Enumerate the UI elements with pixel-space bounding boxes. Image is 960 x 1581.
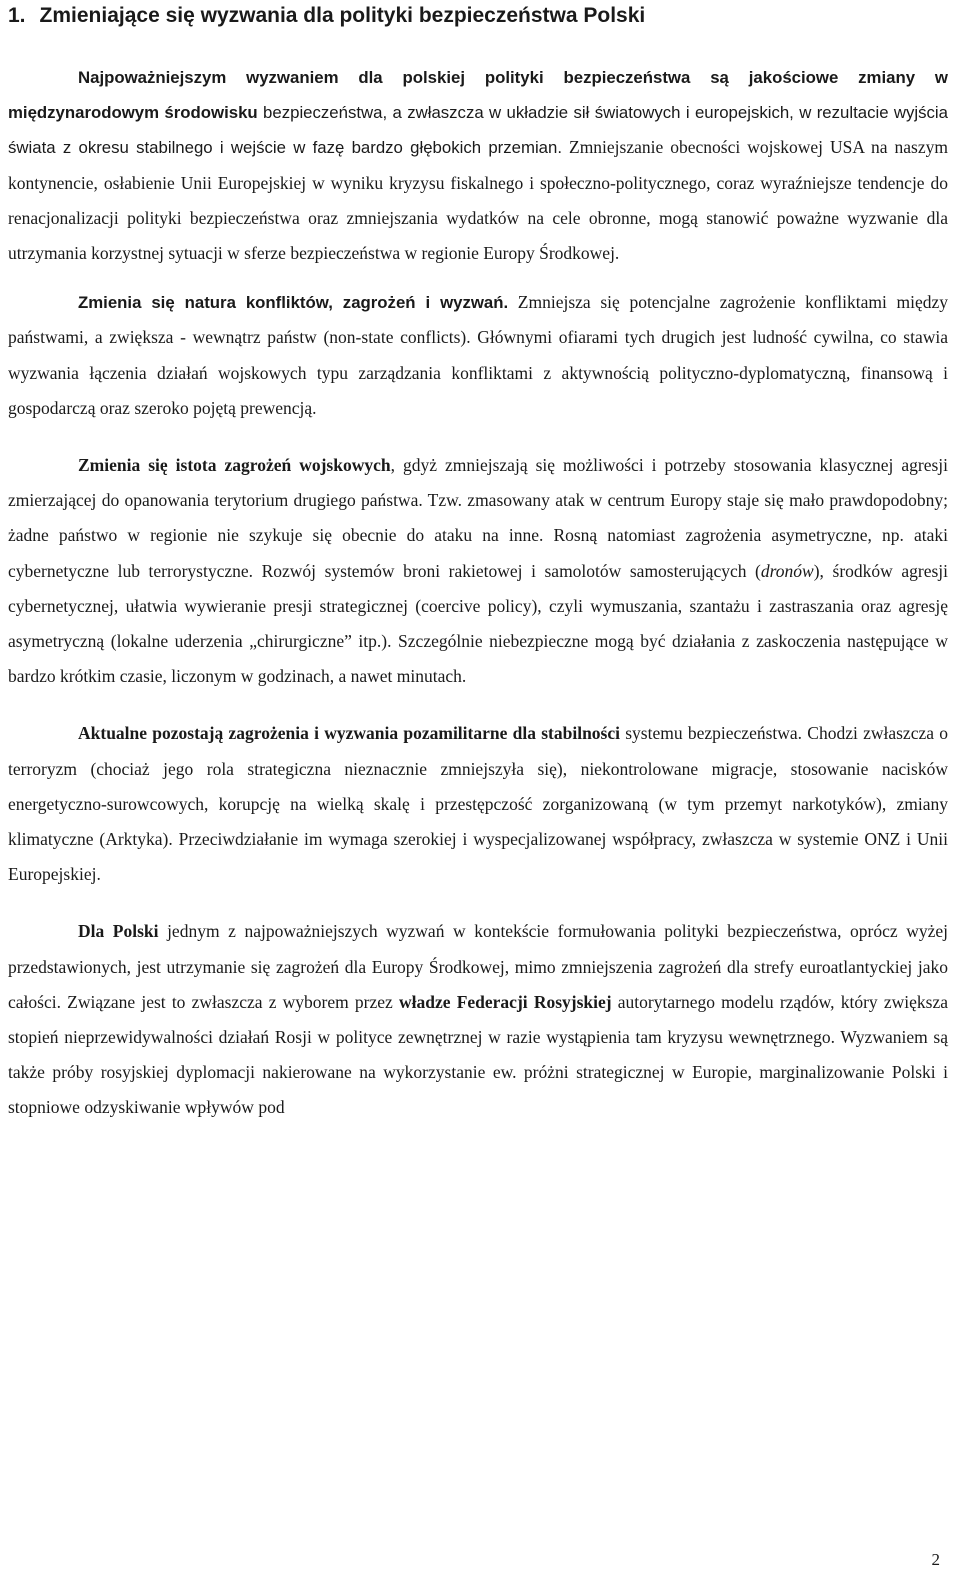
section-number: 1.: [8, 4, 26, 27]
paragraph-4: [8, 716, 948, 892]
paragraph-4-text: systemu bezpieczeństwa. Chodzi zwłaszcza o terroryzm (chociaż jego rola strategiczna nieznacznie zmniejszyła się), niekontrolowane migracje, stosowanie nacisków energetyczno-surowcowych, korupcję na wielką skalę i przestępczość zorganizowaną (w tym przemyt narkotyków), zmiany klimatyczne (Arktyka). Przeciwdziałanie im wymaga szerokiej i wyspecjalizowanej współpracy, zwłaszcza w systemie ONZ i Unii Europejskiej.: [8, 723, 949, 885]
paragraph-3-italic: dronów: [760, 560, 814, 581]
page-number: 2: [931, 1550, 940, 1569]
paragraph-5-bold: władze Federacji Rosyjskiej: [399, 991, 612, 1012]
paragraph-1-text: Zmniejszanie obecności wojskowej USA na naszym kontynencie, osłabienie Unii Europejskiej w wyniku kryzysu fiskalnego i społeczno-politycznego, coraz wyraźniejsze tendencje do renacjonalizacji polityki bezpieczeństwa oraz zmniejszania wydatków na cele obronne, mogą stanowić poważne wyzwanie dla utrzymania korzystnej sytuacji w sferze bezpieczeństwa w regionie Europy Środkowej.: [8, 137, 948, 264]
section-heading: [8, 2, 645, 30]
paragraph-5-lead: Dla Polski: [78, 921, 159, 942]
paragraph-3-text-a: , gdyż zmniejszają się możliwości i potrzeby stosowania klasycznej agresji zmierzającej do opanowania terytorium drugiego państwa. Tzw. zmasowany atak w centrum Europy staje się mało prawdopodobny; żadne państwo w regionie nie szykuje się obecnie do ataku na inne. Rosną natomiast zagrożenia asymetryczne, np. ataki cybernetyczne lub terrorystyczne. Rozwój systemów broni rakietowej i samolotów samosterujących (: [8, 455, 949, 581]
paragraph-1-sans-text: bezpieczeństwa, a zwłaszcza w układzie sił światowych i europejskich, w rezultacie wyjścia świata z okresu stabilnego i wejście w fazę bardzo głębokich przemian.: [8, 103, 948, 158]
paragraph-2-lead: Zmienia się natura konfliktów, zagrożeń i wyzwań.: [78, 293, 509, 313]
paragraph-3: [8, 448, 948, 694]
paragraph-5-text-b: autorytarnego modelu rządów, który zwiększa stopień nieprzewidywalności działań Rosji w polityce zewnętrznej w razie wystąpienia tam kryzysu wewnętrznego. Wyzwaniem są także próby rosyjskiej dyplomacji nakierowane na wykorzystanie ew. próżni strategicznej w Europie, marginalizowanie Polski i stopniowe odzyskiwanie wpływów pod: [8, 991, 948, 1118]
paragraph-2: [8, 285, 948, 426]
section-title: Zmieniające się wyzwania dla polityki bezpieczeństwa Polski: [39, 4, 646, 27]
paragraph-5: [8, 914, 948, 1125]
paragraph-3-text-b: ), środków agresji cybernetycznej, ułatwia wywieranie presji strategicznej (coercive policy), czyli wymuszania, szantażu i zastraszania oraz agresję asymetryczną (lokalne uderzenia „chirurgiczne” itp.). Szczególnie niebezpieczne mogą być działania z zaskoczenia następujące w bardzo krótkim czasie, liczonym w godzinach, a nawet minutach.: [8, 560, 948, 687]
paragraph-3-lead: Zmienia się istota zagrożeń wojskowych: [78, 455, 391, 476]
document-body: [8, 60, 948, 1126]
paragraph-5-text-a: jednym z najpoważniejszych wyzwań w kontekście formułowania polityki bezpieczeństwa, oprócz wyżej przedstawionych, jest utrzymanie się zagrożeń dla Europy Środkowej, mimo zmniejszenia zagrożeń dla strefy euroatlantyckiej jako całości. Związane jest to zwłaszcza z wyborem przez: [8, 921, 948, 1012]
paragraph-2-text: Zmniejsza się potencjalne zagrożenie konfliktami między państwami, a zwiększa - wewnątrz państw (non-state conflicts). Głównymi ofiarami tych drugich jest ludność cywilna, co stawia wyzwania łączenia działań wojskowych typu zarządzania konfliktami z aktywnością polityczno-dyplomatyczną, finansową i gospodarczą oraz szeroko pojętą prewencją.: [8, 292, 948, 418]
paragraph-1-lead: Najpoważniejszym wyzwaniem dla polskiej polityki bezpieczeństwa są jakościowe zmiany w międzynarodowym środowisku: [8, 68, 948, 123]
paragraph-1: [8, 60, 948, 271]
paragraph-4-lead: Aktualne pozostają zagrożenia i wyzwania pozamilitarne dla stabilności: [78, 723, 620, 744]
